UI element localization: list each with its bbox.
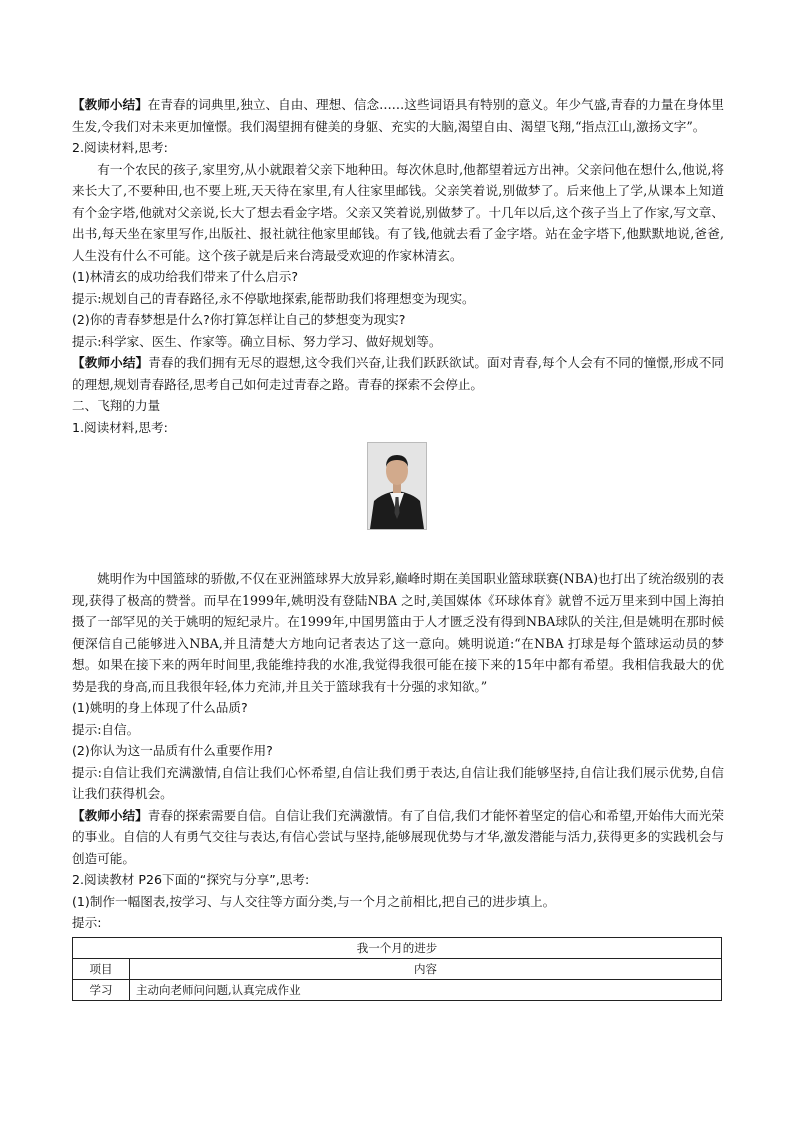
answer-3: 提示:自信。 [72,721,140,737]
reading-heading-1: 1.阅读材料,思考: [72,419,168,435]
portrait-icon [368,443,426,529]
teacher-summary-1 [72,94,724,137]
question-1: (1)林清玄的成功给我们带来了什么启示? [72,269,299,284]
document-page [72,94,724,1001]
summary-label: 【教师小结】 [72,97,148,112]
summary-text: 在青春的词典里,独立、自由、理想、信念……这些词语具有特别的意义。年少气盛,青春的力量在身体里生发,令我们对未来更加憧憬。我们渴望拥有健美的身躯、充实的大脑,渴望自由、渴望飞翔,“指点江山,激扬文字”。 [72,97,724,134]
table-header-content: 内容 [130,958,722,979]
answer-1: 提示:规划自己的青春路径,永不停歇地探索,能帮助我们将理想变为现实。 [72,290,475,306]
table-header-row [73,958,722,979]
table-header-item: 项目 [73,958,130,979]
progress-table [72,937,722,1001]
portrait-photo [367,442,427,530]
table-row [73,979,722,1000]
yao-ming-paragraph [72,568,724,697]
teacher-summary-2 [72,352,724,395]
yao-text-part-1: 姚明作为中国篮球的骄傲,不仅在亚洲篮球界大放异彩,巅峰时期在美国职业篮球联赛(NBA)也打出了统治级别的表现,获得了极高的赞誉。而早在1999年,姚明没有登陆NBA 之时,美国媒体《环球体育》就曾不远万里来到中国上海拍摄了一部罕见的关于姚明的短纪录片。在1999年,中国男篮由于人才匮乏没有得到NBA球队的关注,但是姚明在那时候便深信自己能够进入NBA,并且清楚大方地向记者表达了这一意向。姚明说道:“ [72,571,724,651]
reading-heading-3: 2.阅读教材 P26下面的“探究与分享”,思考: [72,872,310,887]
table-title-row [73,937,722,958]
photo-area [72,442,724,554]
answer-2: 提示:科学家、医生、作家等。确立目标、努力学习、做好规划等。 [72,333,442,349]
table-cell-content: 主动向老师问问题,认真完成作业 [130,979,722,1000]
summary-label: 【教师小结】 [72,355,149,370]
teacher-summary-3 [72,805,724,870]
section-heading-2: 二、飞翔的力量 [72,398,161,413]
question-5: (1)制作一幅图表,按学习、与人交往等方面分类,与一个月之前相比,把自己的进步填上。 [72,893,556,909]
summary-text: 青春的探索需要自信。自信让我们充满激情。有了自信,我们才能怀着坚定的信心和希望,开始伟大而光荣的事业。自信的人有勇气交往与表达,有信心尝试与坚持,能够展现优势与才华,激发潜能与活力,获得更多的实践机会与创造可能。 [72,807,724,866]
yao-text-part-2: 在NBA 打球是每个篮球运动员的梦想。如果在接下来的两年时间里,我能维持我的水准,我觉得我很可能在接下来的15年中都有希望。我相信我最大的优势是我的身高,而且我很年轻,体力充沛,并且关于篮球我有十分强的求知欲。” [72,635,724,694]
question-3: (1)姚明的身上体现了什么品质? [72,700,248,715]
reading-heading-2: 2.阅读材料,思考: [72,140,168,155]
summary-label: 【教师小结】 [72,807,148,823]
question-2: (2)你的青春梦想是什么?你打算怎样让自己的梦想变为现实? [72,312,406,327]
answer-4: 提示:自信让我们充满激情,自信让我们心怀希望,自信让我们勇于表达,自信让我们能够坚持,自信让我们展示优势,自信让我们获得机会。 [72,764,724,801]
answer-5-label: 提示: [72,915,102,930]
table-cell-item: 学习 [73,979,130,1000]
story-paragraph: 有一个农民的孩子,家里穷,从小就跟着父亲下地种田。每次休息时,他都望着远方出神。父亲问他在想什么,他说,将来长大了,不要种田,也不要上班,天天待在家里,有人往家里邮钱。父亲笑着说,别做梦了。后来他上了学,从课本上知道有个金字塔,他就对父亲说,长大了想去看金字塔。父亲又笑着说,别做梦了。十几年以后,这个孩子当上了作家,写文章、出书,每天坐在家里写作,出版社、报社就往他家里邮钱。有了钱,他就去看了金字塔。站在金字塔下,他默默地说,爸爸,人生没有什么不可能。这个孩子就是后来台湾最受欢迎的作家林清玄。 [72,161,724,263]
summary-text: 青春的我们拥有无尽的遐想,这令我们兴奋,让我们跃跃欲试。面对青春,每个人会有不同的憧憬,形成不同的理想,规划青春路径,思考自己如何走过青春之路。青春的探索不会停止。 [72,355,725,392]
table-title: 我一个月的进步 [73,937,722,958]
question-4: (2)你认为这一品质有什么重要作用? [72,743,273,758]
